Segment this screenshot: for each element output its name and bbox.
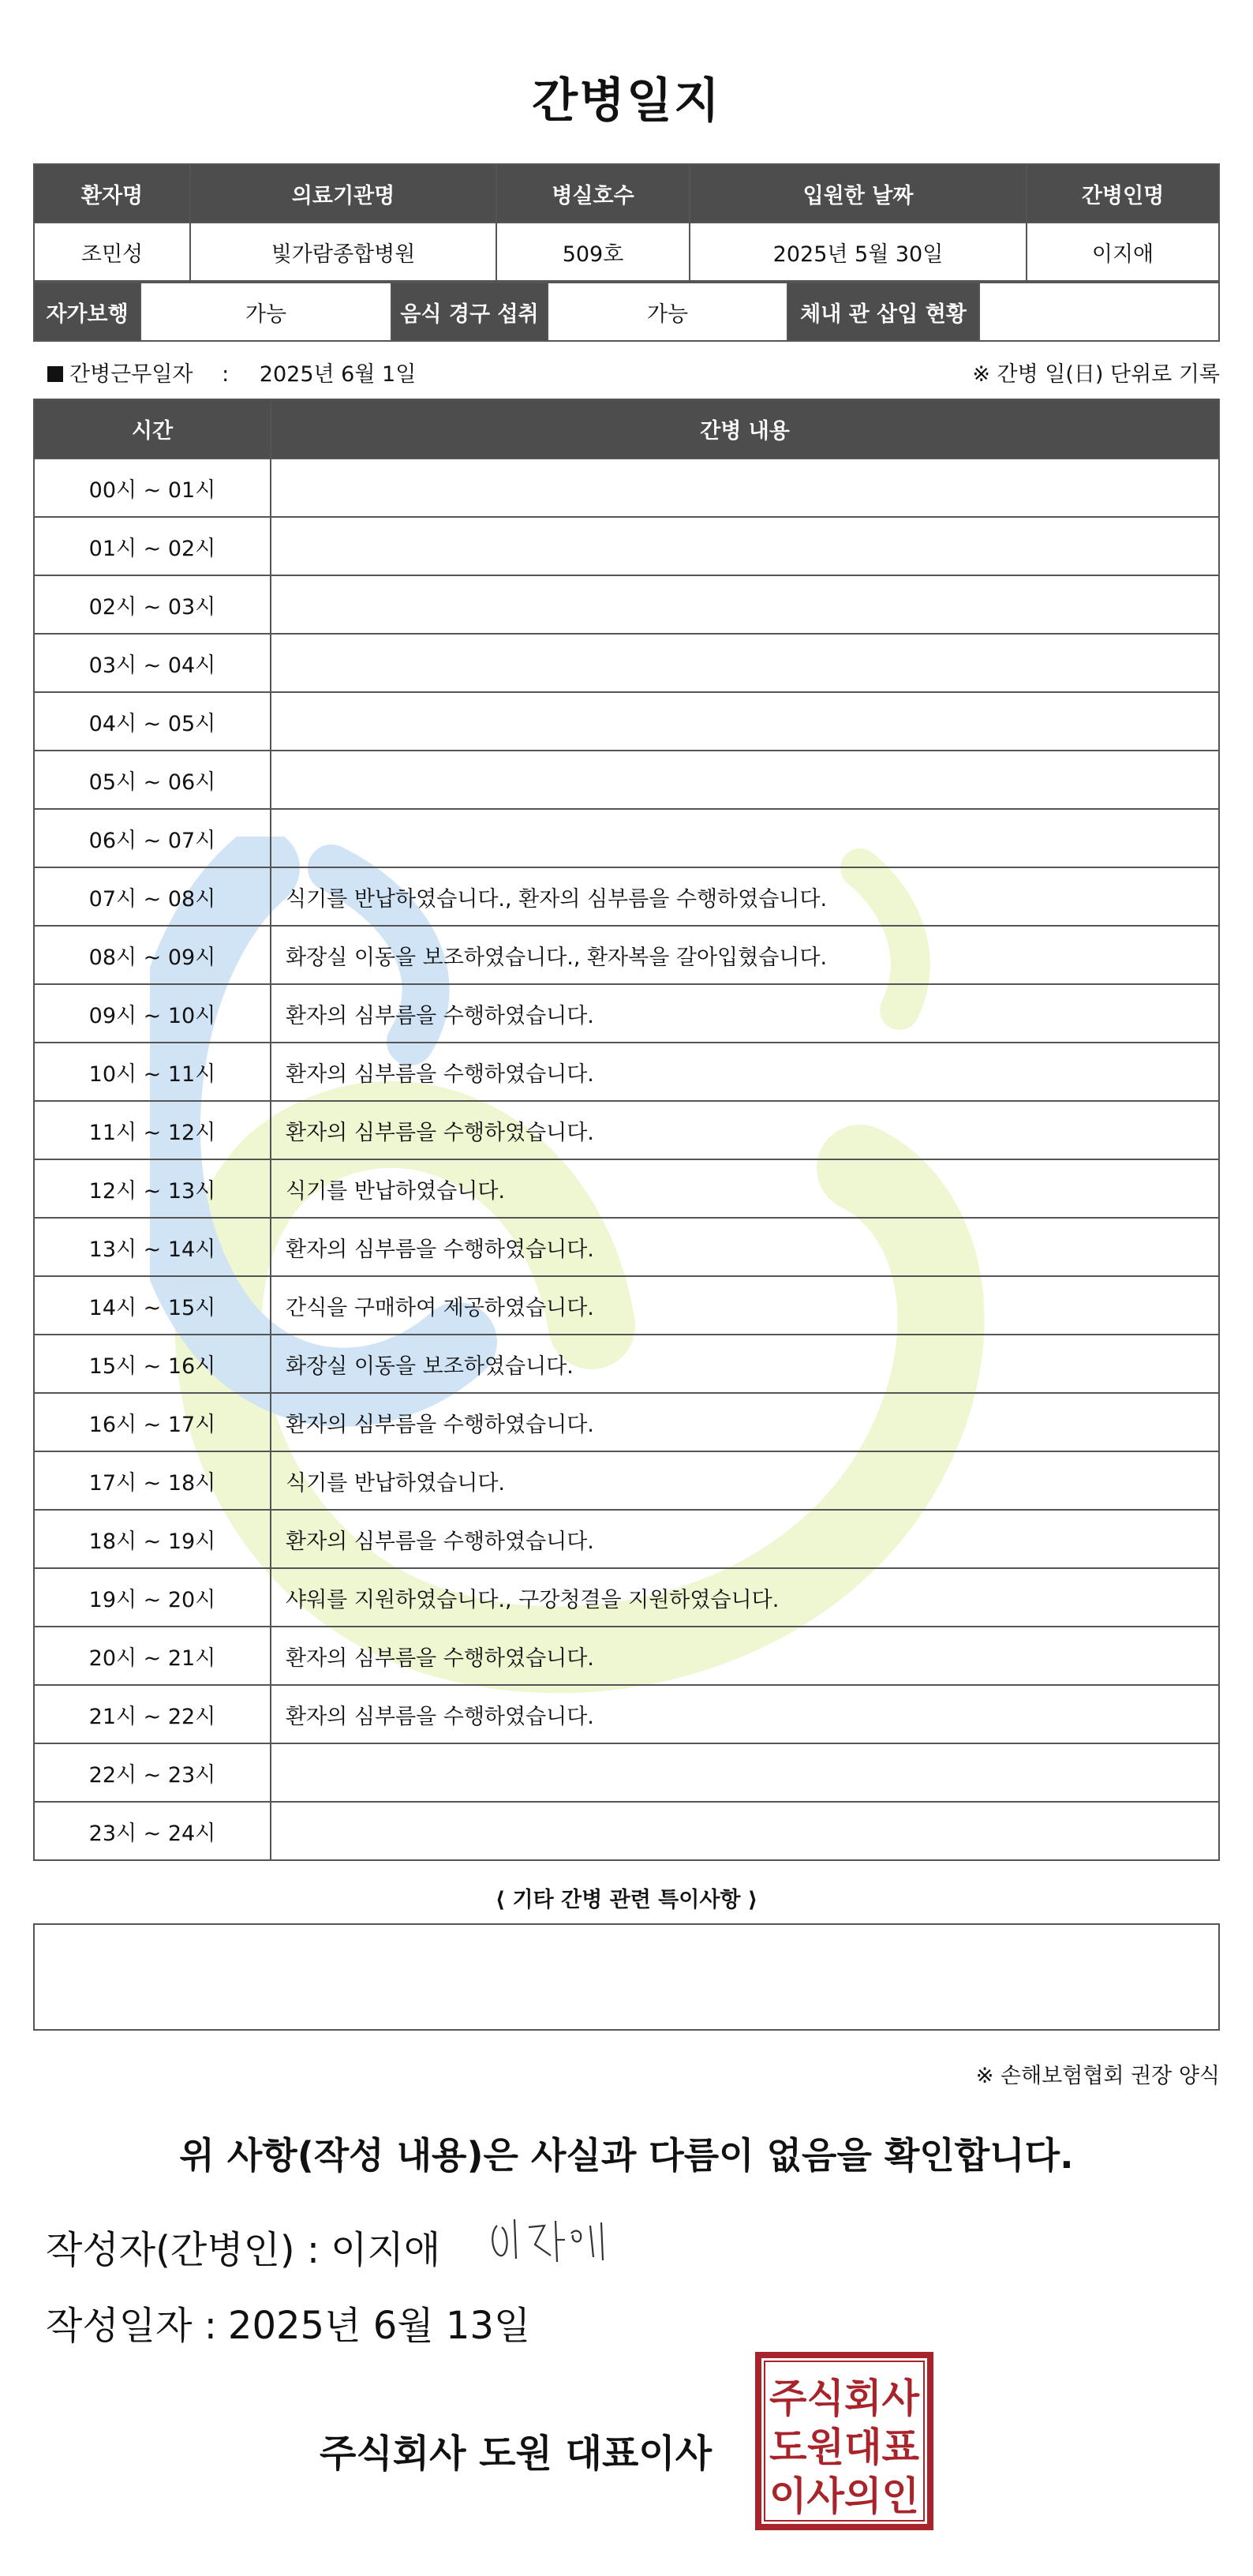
care-log-time: 21시 ~ 22시: [34, 1685, 271, 1743]
care-log-time: 15시 ~ 16시: [34, 1335, 271, 1393]
header-caregiver: 간병인명: [1027, 164, 1219, 223]
care-log-content: [271, 634, 1219, 692]
care-log-row: [34, 1393, 1219, 1451]
square-bullet-icon: [47, 366, 63, 382]
patient-status-row: [34, 283, 1219, 341]
care-log-row: [34, 867, 1219, 926]
patient-name: 조민성: [34, 223, 190, 281]
care-log-time: 01시 ~ 02시: [34, 517, 271, 575]
care-log-row: [34, 1043, 1219, 1101]
care-log-content: [271, 575, 1219, 634]
care-log-time: 18시 ~ 19시: [34, 1510, 271, 1568]
care-log-time: 10시 ~ 11시: [34, 1043, 271, 1101]
patient-info-value-row: [34, 223, 1219, 281]
care-log-time: 23시 ~ 24시: [34, 1802, 271, 1860]
header-admission-date: 입원한 날짜: [690, 164, 1027, 223]
care-log-content: 화장실 이동을 보조하였습니다., 환자복을 갈아입혔습니다.: [271, 926, 1219, 984]
company-name: 주식회사 도원 대표이사: [320, 2432, 713, 2476]
care-log-row: [34, 1510, 1219, 1568]
care-log-content: [271, 751, 1219, 809]
care-log-content: 환자의 심부름을 수행하였습니다.: [271, 984, 1219, 1043]
care-log-content: [271, 692, 1219, 751]
header-time: 시간: [34, 399, 271, 459]
header-content: 간병 내용: [271, 399, 1219, 459]
oral-intake-value: 가능: [548, 283, 787, 341]
care-log-content: 식기를 반납하였습니다.: [271, 1159, 1219, 1218]
care-log-content: 샤워를 지원하였습니다., 구강청결을 지원하였습니다.: [271, 1568, 1219, 1627]
care-log-content: 환자의 심부름을 수행하였습니다.: [271, 1685, 1219, 1743]
care-log-content: 환자의 심부름을 수행하였습니다.: [271, 1043, 1219, 1101]
care-log-content: 식기를 반납하였습니다., 환자의 심부름을 수행하였습니다.: [271, 867, 1219, 926]
tube-label: 체내 관 삽입 현황: [787, 283, 979, 341]
care-log-time: 04시 ~ 05시: [34, 692, 271, 751]
work-date-label: 간병근무일자: [69, 362, 193, 387]
work-date-value: 2025년 6월 1일: [259, 362, 417, 387]
care-log-time: 19시 ~ 20시: [34, 1568, 271, 1627]
care-log-time: 07시 ~ 08시: [34, 867, 271, 926]
remarks-title: ⟨ 기타 간병 관련 특이사항 ⟩: [495, 1888, 758, 1912]
work-date: [47, 357, 416, 388]
page-title: 간병일지: [532, 73, 721, 129]
care-log-content: 환자의 심부름을 수행하였습니다.: [271, 1218, 1219, 1276]
work-date-separator: :: [222, 362, 230, 387]
care-log-row: [34, 1451, 1219, 1510]
care-log-content: 식기를 반납하였습니다.: [271, 1451, 1219, 1510]
care-log-row: [34, 1627, 1219, 1685]
care-log-content: 환자의 심부름을 수행하였습니다.: [271, 1101, 1219, 1159]
care-log-row: [34, 1218, 1219, 1276]
care-log-time: 22시 ~ 23시: [34, 1743, 271, 1802]
care-log-row: [34, 517, 1219, 575]
care-log-content: 간식을 구매하여 제공하였습니다.: [271, 1276, 1219, 1335]
patient-status-table: [33, 282, 1220, 342]
care-log-row: [34, 1335, 1219, 1393]
care-log-content: 환자의 심부름을 수행하였습니다.: [271, 1393, 1219, 1451]
write-date-value: 2025년 6월 13일: [227, 2304, 531, 2348]
company-seal-icon: [754, 2350, 935, 2532]
header-patient-name: 환자명: [34, 164, 190, 223]
seal-text-row: 이사의인: [769, 2473, 919, 2519]
writer-name: 이지애: [331, 2228, 441, 2272]
care-log-header-row: [34, 399, 1219, 459]
care-log-time: 02시 ~ 03시: [34, 575, 271, 634]
patient-info-header-row: [34, 164, 1219, 223]
caregiver-name: 이지애: [1027, 223, 1219, 281]
care-log-time: 00시 ~ 01시: [34, 459, 271, 517]
hospital-name: 빛가람종합병원: [190, 223, 496, 281]
care-log-time: 20시 ~ 21시: [34, 1627, 271, 1685]
care-log-row: [34, 459, 1219, 517]
care-log-content: [271, 809, 1219, 867]
care-log-row: [34, 634, 1219, 692]
care-log-time: 09시 ~ 10시: [34, 984, 271, 1043]
care-log-row: [34, 984, 1219, 1043]
form-note: ※ 손해보험협회 권장 양식: [975, 2064, 1220, 2088]
tube-value: [979, 283, 1219, 341]
confirm-statement: 위 사항(작성 내용)은 사실과 다름이 없음을 확인합니다.: [179, 2134, 1074, 2177]
care-log-row: [34, 751, 1219, 809]
care-log-time: 08시 ~ 09시: [34, 926, 271, 984]
oral-intake-label: 음식 경구 섭취: [391, 283, 548, 341]
care-log-content: 환자의 심부름을 수행하였습니다.: [271, 1510, 1219, 1568]
care-log-row: [34, 1685, 1219, 1743]
care-log-time: 12시 ~ 13시: [34, 1159, 271, 1218]
care-log-body: [34, 459, 1219, 1860]
care-log-table: [33, 399, 1220, 1861]
care-log-content: [271, 1802, 1219, 1860]
care-log-content: [271, 459, 1219, 517]
care-log-row: [34, 1743, 1219, 1802]
care-log-row: [34, 692, 1219, 751]
care-log-time: 05시 ~ 06시: [34, 751, 271, 809]
care-log-content: [271, 517, 1219, 575]
header-room: 병실호수: [496, 164, 690, 223]
self-care-value: 가능: [140, 283, 391, 341]
care-log-time: 03시 ~ 04시: [34, 634, 271, 692]
remarks-box: [33, 1923, 1220, 2031]
seal-text-row: 도원대표: [769, 2424, 920, 2470]
write-date-line: [46, 2295, 530, 2349]
header-hospital: 의료기관명: [190, 164, 496, 223]
seal-text-row: 주식회사: [769, 2376, 920, 2421]
care-log-time: 06시 ~ 07시: [34, 809, 271, 867]
care-log-time: 14시 ~ 15시: [34, 1276, 271, 1335]
care-log-content: 화장실 이동을 보조하였습니다.: [271, 1335, 1219, 1393]
care-log-row: [34, 1568, 1219, 1627]
writer-label: 작성자(간병인) :: [46, 2228, 320, 2272]
care-log-row: [34, 926, 1219, 984]
care-log-row: [34, 1802, 1219, 1860]
care-log-content: 환자의 심부름을 수행하였습니다.: [271, 1627, 1219, 1685]
patient-info-table: [33, 163, 1220, 282]
care-log-row: [34, 809, 1219, 867]
admission-date: 2025년 5월 30일: [690, 223, 1027, 281]
care-log-time: 11시 ~ 12시: [34, 1101, 271, 1159]
unit-note: ※ 간병 일(日) 단위로 기록: [972, 362, 1220, 387]
care-log-row: [34, 575, 1219, 634]
care-log-row: [34, 1159, 1219, 1218]
care-log-time: 17시 ~ 18시: [34, 1451, 271, 1510]
care-log-time: 16시 ~ 17시: [34, 1393, 271, 1451]
signature-icon: [483, 2210, 625, 2273]
care-log-row: [34, 1276, 1219, 1335]
care-log-content: [271, 1743, 1219, 1802]
self-care-label: 자가보행: [34, 283, 140, 341]
writer-line: [46, 2219, 440, 2274]
room-number: 509호: [496, 223, 690, 281]
care-log-row: [34, 1101, 1219, 1159]
write-date-label: 작성일자 :: [46, 2304, 217, 2348]
care-log-time: 13시 ~ 14시: [34, 1218, 271, 1276]
